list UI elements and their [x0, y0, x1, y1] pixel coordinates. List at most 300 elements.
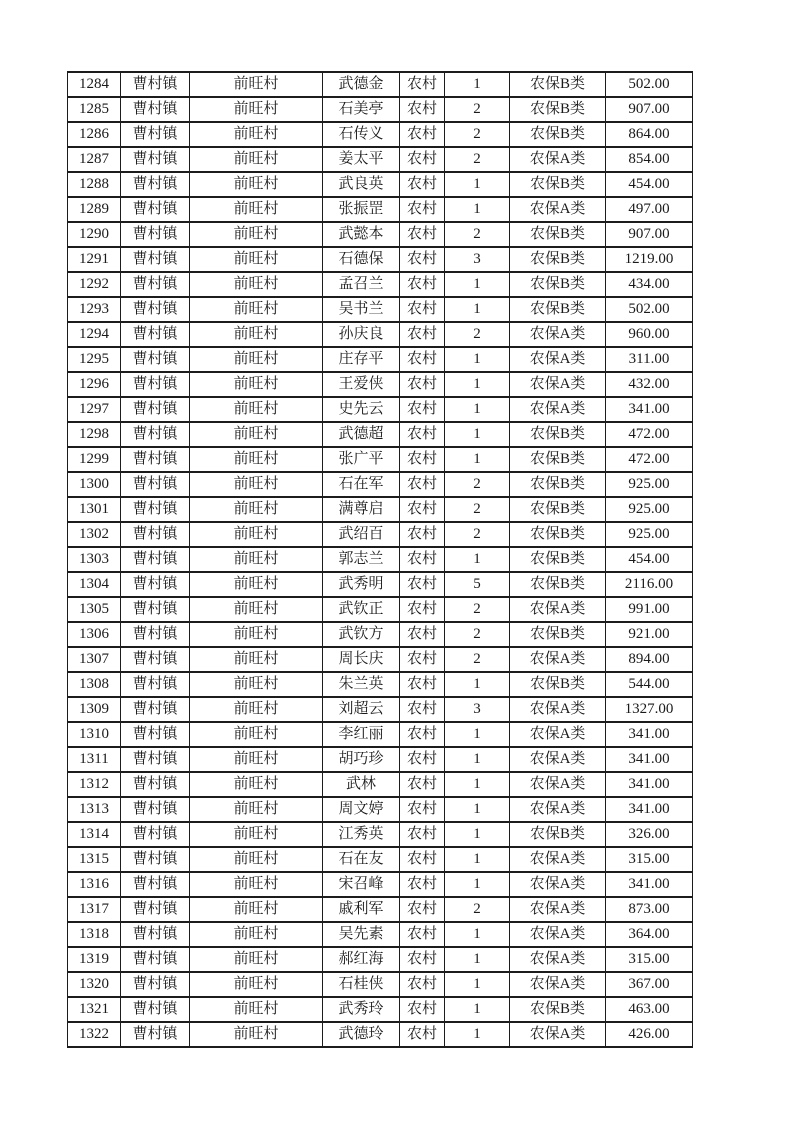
cell-town: 曹村镇: [121, 372, 190, 397]
cell-amount: 873.00: [606, 897, 693, 922]
cell-amount: 472.00: [606, 447, 693, 472]
cell-person-name: 石德保: [323, 247, 400, 272]
cell-index: 1293: [68, 297, 121, 322]
cell-residence-type: 农村: [400, 72, 445, 97]
table-row: [68, 922, 693, 947]
table-row: [68, 497, 693, 522]
cell-amount: 854.00: [606, 147, 693, 172]
cell-person-count: 1: [445, 872, 510, 897]
cell-residence-type: 农村: [400, 347, 445, 372]
cell-person-count: 1: [445, 547, 510, 572]
table-row: [68, 272, 693, 297]
cell-index: 1317: [68, 897, 121, 922]
cell-town: 曹村镇: [121, 447, 190, 472]
cell-town: 曹村镇: [121, 347, 190, 372]
cell-insurance-category: 农保A类: [510, 972, 606, 997]
cell-person-name: 武秀玲: [323, 997, 400, 1022]
cell-person-count: 1: [445, 772, 510, 797]
cell-insurance-category: 农保B类: [510, 422, 606, 447]
cell-person-count: 1: [445, 372, 510, 397]
cell-insurance-category: 农保B类: [510, 247, 606, 272]
cell-person-name: 姜太平: [323, 147, 400, 172]
cell-person-name: 周长庆: [323, 647, 400, 672]
cell-insurance-category: 农保A类: [510, 897, 606, 922]
cell-insurance-category: 农保B类: [510, 497, 606, 522]
cell-village: 前旺村: [190, 972, 323, 997]
cell-residence-type: 农村: [400, 997, 445, 1022]
cell-residence-type: 农村: [400, 1022, 445, 1047]
cell-town: 曹村镇: [121, 147, 190, 172]
cell-person-count: 5: [445, 572, 510, 597]
cell-amount: 341.00: [606, 772, 693, 797]
cell-village: 前旺村: [190, 747, 323, 772]
cell-person-name: 周文婷: [323, 797, 400, 822]
table-row: [68, 347, 693, 372]
cell-residence-type: 农村: [400, 222, 445, 247]
cell-village: 前旺村: [190, 597, 323, 622]
cell-person-name: 郭志兰: [323, 547, 400, 572]
cell-residence-type: 农村: [400, 122, 445, 147]
cell-village: 前旺村: [190, 497, 323, 522]
table-row: [68, 422, 693, 447]
cell-amount: 341.00: [606, 797, 693, 822]
cell-insurance-category: 农保A类: [510, 947, 606, 972]
cell-amount: 454.00: [606, 172, 693, 197]
cell-index: 1287: [68, 147, 121, 172]
table-row: [68, 747, 693, 772]
cell-residence-type: 农村: [400, 872, 445, 897]
cell-amount: 925.00: [606, 522, 693, 547]
cell-index: 1321: [68, 997, 121, 1022]
cell-index: 1284: [68, 72, 121, 97]
cell-village: 前旺村: [190, 97, 323, 122]
cell-town: 曹村镇: [121, 272, 190, 297]
table-row: [68, 597, 693, 622]
cell-village: 前旺村: [190, 647, 323, 672]
cell-index: 1290: [68, 222, 121, 247]
cell-person-count: 1: [445, 797, 510, 822]
cell-town: 曹村镇: [121, 847, 190, 872]
cell-person-name: 王爱侠: [323, 372, 400, 397]
cell-residence-type: 农村: [400, 947, 445, 972]
cell-index: 1314: [68, 822, 121, 847]
cell-town: 曹村镇: [121, 322, 190, 347]
cell-residence-type: 农村: [400, 147, 445, 172]
cell-amount: 497.00: [606, 197, 693, 222]
cell-insurance-category: 农保B类: [510, 572, 606, 597]
table-row: [68, 997, 693, 1022]
cell-town: 曹村镇: [121, 547, 190, 572]
cell-village: 前旺村: [190, 1022, 323, 1047]
table-row: [68, 697, 693, 722]
cell-index: 1304: [68, 572, 121, 597]
cell-person-name: 武绍百: [323, 522, 400, 547]
cell-town: 曹村镇: [121, 647, 190, 672]
cell-residence-type: 农村: [400, 447, 445, 472]
cell-index: 1294: [68, 322, 121, 347]
cell-index: 1315: [68, 847, 121, 872]
cell-insurance-category: 农保B类: [510, 622, 606, 647]
cell-index: 1288: [68, 172, 121, 197]
cell-residence-type: 农村: [400, 972, 445, 997]
cell-amount: 472.00: [606, 422, 693, 447]
cell-person-name: 刘超云: [323, 697, 400, 722]
cell-person-count: 2: [445, 97, 510, 122]
cell-person-name: 吴先素: [323, 922, 400, 947]
cell-town: 曹村镇: [121, 922, 190, 947]
cell-insurance-category: 农保B类: [510, 672, 606, 697]
cell-person-count: 1: [445, 997, 510, 1022]
cell-amount: 544.00: [606, 672, 693, 697]
cell-village: 前旺村: [190, 222, 323, 247]
cell-insurance-category: 农保A类: [510, 397, 606, 422]
cell-person-name: 石传义: [323, 122, 400, 147]
cell-town: 曹村镇: [121, 72, 190, 97]
cell-town: 曹村镇: [121, 422, 190, 447]
cell-village: 前旺村: [190, 522, 323, 547]
table-row: [68, 947, 693, 972]
cell-person-name: 石在军: [323, 472, 400, 497]
cell-residence-type: 农村: [400, 672, 445, 697]
cell-index: 1312: [68, 772, 121, 797]
cell-residence-type: 农村: [400, 497, 445, 522]
cell-person-count: 2: [445, 497, 510, 522]
cell-town: 曹村镇: [121, 197, 190, 222]
cell-insurance-category: 农保A类: [510, 722, 606, 747]
cell-residence-type: 农村: [400, 422, 445, 447]
cell-person-count: 2: [445, 147, 510, 172]
cell-village: 前旺村: [190, 397, 323, 422]
cell-insurance-category: 农保B类: [510, 172, 606, 197]
cell-village: 前旺村: [190, 822, 323, 847]
cell-index: 1297: [68, 397, 121, 422]
cell-residence-type: 农村: [400, 297, 445, 322]
cell-person-count: 1: [445, 922, 510, 947]
cell-amount: 2116.00: [606, 572, 693, 597]
cell-village: 前旺村: [190, 347, 323, 372]
table-row: [68, 722, 693, 747]
table-row: [68, 172, 693, 197]
cell-person-count: 1: [445, 947, 510, 972]
cell-village: 前旺村: [190, 297, 323, 322]
cell-residence-type: 农村: [400, 822, 445, 847]
cell-residence-type: 农村: [400, 322, 445, 347]
cell-amount: 907.00: [606, 222, 693, 247]
cell-index: 1313: [68, 797, 121, 822]
cell-town: 曹村镇: [121, 522, 190, 547]
cell-residence-type: 农村: [400, 97, 445, 122]
cell-village: 前旺村: [190, 847, 323, 872]
cell-amount: 311.00: [606, 347, 693, 372]
cell-village: 前旺村: [190, 372, 323, 397]
cell-village: 前旺村: [190, 147, 323, 172]
table-row: [68, 447, 693, 472]
cell-amount: 341.00: [606, 747, 693, 772]
cell-person-name: 武钦方: [323, 622, 400, 647]
cell-person-name: 武秀明: [323, 572, 400, 597]
cell-insurance-category: 农保A类: [510, 1022, 606, 1047]
cell-index: 1310: [68, 722, 121, 747]
cell-insurance-category: 农保B类: [510, 297, 606, 322]
cell-residence-type: 农村: [400, 172, 445, 197]
cell-amount: 426.00: [606, 1022, 693, 1047]
cell-amount: 454.00: [606, 547, 693, 572]
table-row: [68, 547, 693, 572]
cell-village: 前旺村: [190, 997, 323, 1022]
cell-amount: 326.00: [606, 822, 693, 847]
cell-amount: 341.00: [606, 722, 693, 747]
cell-person-name: 史先云: [323, 397, 400, 422]
table-row: [68, 197, 693, 222]
cell-person-count: 1: [445, 172, 510, 197]
cell-person-count: 1: [445, 847, 510, 872]
cell-person-name: 张广平: [323, 447, 400, 472]
cell-person-count: 2: [445, 472, 510, 497]
cell-person-count: 1: [445, 272, 510, 297]
cell-town: 曹村镇: [121, 972, 190, 997]
cell-residence-type: 农村: [400, 697, 445, 722]
cell-index: 1309: [68, 697, 121, 722]
cell-insurance-category: 农保A类: [510, 747, 606, 772]
cell-town: 曹村镇: [121, 872, 190, 897]
cell-person-name: 张振罡: [323, 197, 400, 222]
cell-insurance-category: 农保B类: [510, 72, 606, 97]
cell-residence-type: 农村: [400, 897, 445, 922]
cell-amount: 315.00: [606, 947, 693, 972]
cell-person-count: 1: [445, 747, 510, 772]
cell-residence-type: 农村: [400, 572, 445, 597]
cell-index: 1301: [68, 497, 121, 522]
cell-amount: 434.00: [606, 272, 693, 297]
cell-insurance-category: 农保B类: [510, 997, 606, 1022]
cell-town: 曹村镇: [121, 697, 190, 722]
cell-insurance-category: 农保A类: [510, 847, 606, 872]
cell-index: 1302: [68, 522, 121, 547]
cell-village: 前旺村: [190, 172, 323, 197]
cell-village: 前旺村: [190, 622, 323, 647]
cell-residence-type: 农村: [400, 772, 445, 797]
cell-person-name: 戚利军: [323, 897, 400, 922]
cell-residence-type: 农村: [400, 747, 445, 772]
cell-person-count: 1: [445, 297, 510, 322]
cell-village: 前旺村: [190, 672, 323, 697]
cell-town: 曹村镇: [121, 397, 190, 422]
cell-town: 曹村镇: [121, 822, 190, 847]
cell-insurance-category: 农保A类: [510, 372, 606, 397]
table-row: [68, 847, 693, 872]
table-row: [68, 972, 693, 997]
cell-index: 1295: [68, 347, 121, 372]
cell-town: 曹村镇: [121, 597, 190, 622]
cell-insurance-category: 农保B类: [510, 472, 606, 497]
cell-residence-type: 农村: [400, 372, 445, 397]
cell-town: 曹村镇: [121, 97, 190, 122]
cell-insurance-category: 农保A类: [510, 197, 606, 222]
cell-insurance-category: 农保B类: [510, 222, 606, 247]
cell-town: 曹村镇: [121, 1022, 190, 1047]
cell-person-name: 武德超: [323, 422, 400, 447]
cell-insurance-category: 农保A类: [510, 872, 606, 897]
cell-town: 曹村镇: [121, 722, 190, 747]
cell-index: 1292: [68, 272, 121, 297]
cell-insurance-category: 农保A类: [510, 597, 606, 622]
cell-amount: 341.00: [606, 872, 693, 897]
cell-person-name: 李红丽: [323, 722, 400, 747]
cell-residence-type: 农村: [400, 647, 445, 672]
cell-insurance-category: 农保B类: [510, 447, 606, 472]
cell-insurance-category: 农保A类: [510, 772, 606, 797]
cell-amount: 463.00: [606, 997, 693, 1022]
cell-person-name: 吴书兰: [323, 297, 400, 322]
cell-index: 1308: [68, 672, 121, 697]
table-row: [68, 772, 693, 797]
cell-village: 前旺村: [190, 422, 323, 447]
cell-amount: 864.00: [606, 122, 693, 147]
table-row: [68, 222, 693, 247]
cell-residence-type: 农村: [400, 722, 445, 747]
cell-village: 前旺村: [190, 772, 323, 797]
cell-amount: 991.00: [606, 597, 693, 622]
table-row: [68, 322, 693, 347]
table-row: [68, 72, 693, 97]
cell-town: 曹村镇: [121, 997, 190, 1022]
cell-town: 曹村镇: [121, 497, 190, 522]
cell-village: 前旺村: [190, 122, 323, 147]
table-row: [68, 622, 693, 647]
cell-person-count: 1: [445, 672, 510, 697]
cell-residence-type: 农村: [400, 797, 445, 822]
cell-index: 1286: [68, 122, 121, 147]
cell-insurance-category: 农保A类: [510, 647, 606, 672]
cell-town: 曹村镇: [121, 472, 190, 497]
table-row: [68, 147, 693, 172]
cell-insurance-category: 农保A类: [510, 697, 606, 722]
table-row: [68, 872, 693, 897]
cell-index: 1296: [68, 372, 121, 397]
cell-amount: 432.00: [606, 372, 693, 397]
cell-residence-type: 农村: [400, 247, 445, 272]
cell-town: 曹村镇: [121, 122, 190, 147]
table-row: [68, 647, 693, 672]
cell-person-name: 孙庆良: [323, 322, 400, 347]
cell-index: 1320: [68, 972, 121, 997]
cell-index: 1291: [68, 247, 121, 272]
cell-amount: 367.00: [606, 972, 693, 997]
cell-person-count: 1: [445, 722, 510, 747]
cell-insurance-category: 农保A类: [510, 147, 606, 172]
subsidy-table: [67, 71, 693, 1048]
cell-town: 曹村镇: [121, 572, 190, 597]
cell-person-count: 1: [445, 397, 510, 422]
cell-village: 前旺村: [190, 272, 323, 297]
cell-town: 曹村镇: [121, 172, 190, 197]
cell-residence-type: 农村: [400, 547, 445, 572]
cell-insurance-category: 农保B类: [510, 272, 606, 297]
cell-person-count: 2: [445, 647, 510, 672]
cell-amount: 925.00: [606, 472, 693, 497]
cell-person-name: 宋召峰: [323, 872, 400, 897]
cell-index: 1322: [68, 1022, 121, 1047]
table-row: [68, 1022, 693, 1047]
cell-person-name: 武钦正: [323, 597, 400, 622]
cell-index: 1303: [68, 547, 121, 572]
cell-index: 1298: [68, 422, 121, 447]
cell-amount: 925.00: [606, 497, 693, 522]
table-row: [68, 797, 693, 822]
cell-person-count: 2: [445, 897, 510, 922]
cell-index: 1318: [68, 922, 121, 947]
cell-person-count: 1: [445, 422, 510, 447]
cell-town: 曹村镇: [121, 672, 190, 697]
table-row: [68, 672, 693, 697]
cell-village: 前旺村: [190, 472, 323, 497]
cell-person-count: 1: [445, 447, 510, 472]
cell-person-count: 2: [445, 622, 510, 647]
table-row: [68, 397, 693, 422]
cell-person-name: 江秀英: [323, 822, 400, 847]
cell-insurance-category: 农保A类: [510, 922, 606, 947]
cell-residence-type: 农村: [400, 472, 445, 497]
cell-residence-type: 农村: [400, 922, 445, 947]
cell-person-name: 武德玲: [323, 1022, 400, 1047]
cell-town: 曹村镇: [121, 297, 190, 322]
cell-person-name: 石在友: [323, 847, 400, 872]
cell-amount: 502.00: [606, 72, 693, 97]
cell-person-count: 1: [445, 347, 510, 372]
cell-insurance-category: 农保B类: [510, 122, 606, 147]
cell-village: 前旺村: [190, 797, 323, 822]
cell-town: 曹村镇: [121, 622, 190, 647]
cell-residence-type: 农村: [400, 522, 445, 547]
cell-index: 1299: [68, 447, 121, 472]
cell-person-name: 石美亭: [323, 97, 400, 122]
cell-amount: 364.00: [606, 922, 693, 947]
cell-person-name: 胡巧珍: [323, 747, 400, 772]
cell-amount: 907.00: [606, 97, 693, 122]
cell-village: 前旺村: [190, 197, 323, 222]
cell-residence-type: 农村: [400, 197, 445, 222]
cell-town: 曹村镇: [121, 947, 190, 972]
cell-amount: 960.00: [606, 322, 693, 347]
cell-amount: 341.00: [606, 397, 693, 422]
cell-person-count: 1: [445, 822, 510, 847]
cell-town: 曹村镇: [121, 797, 190, 822]
cell-insurance-category: 农保A类: [510, 347, 606, 372]
cell-village: 前旺村: [190, 947, 323, 972]
cell-person-name: 郝红海: [323, 947, 400, 972]
cell-village: 前旺村: [190, 872, 323, 897]
cell-index: 1285: [68, 97, 121, 122]
table-row: [68, 247, 693, 272]
table-row: [68, 822, 693, 847]
table-row: [68, 572, 693, 597]
table-row: [68, 297, 693, 322]
cell-index: 1307: [68, 647, 121, 672]
cell-town: 曹村镇: [121, 897, 190, 922]
cell-residence-type: 农村: [400, 272, 445, 297]
cell-residence-type: 农村: [400, 597, 445, 622]
cell-amount: 1327.00: [606, 697, 693, 722]
cell-village: 前旺村: [190, 572, 323, 597]
cell-insurance-category: 农保B类: [510, 547, 606, 572]
cell-village: 前旺村: [190, 72, 323, 97]
cell-village: 前旺村: [190, 322, 323, 347]
cell-amount: 921.00: [606, 622, 693, 647]
cell-person-count: 3: [445, 697, 510, 722]
table-row: [68, 122, 693, 147]
cell-person-count: 2: [445, 597, 510, 622]
cell-person-name: 满尊启: [323, 497, 400, 522]
